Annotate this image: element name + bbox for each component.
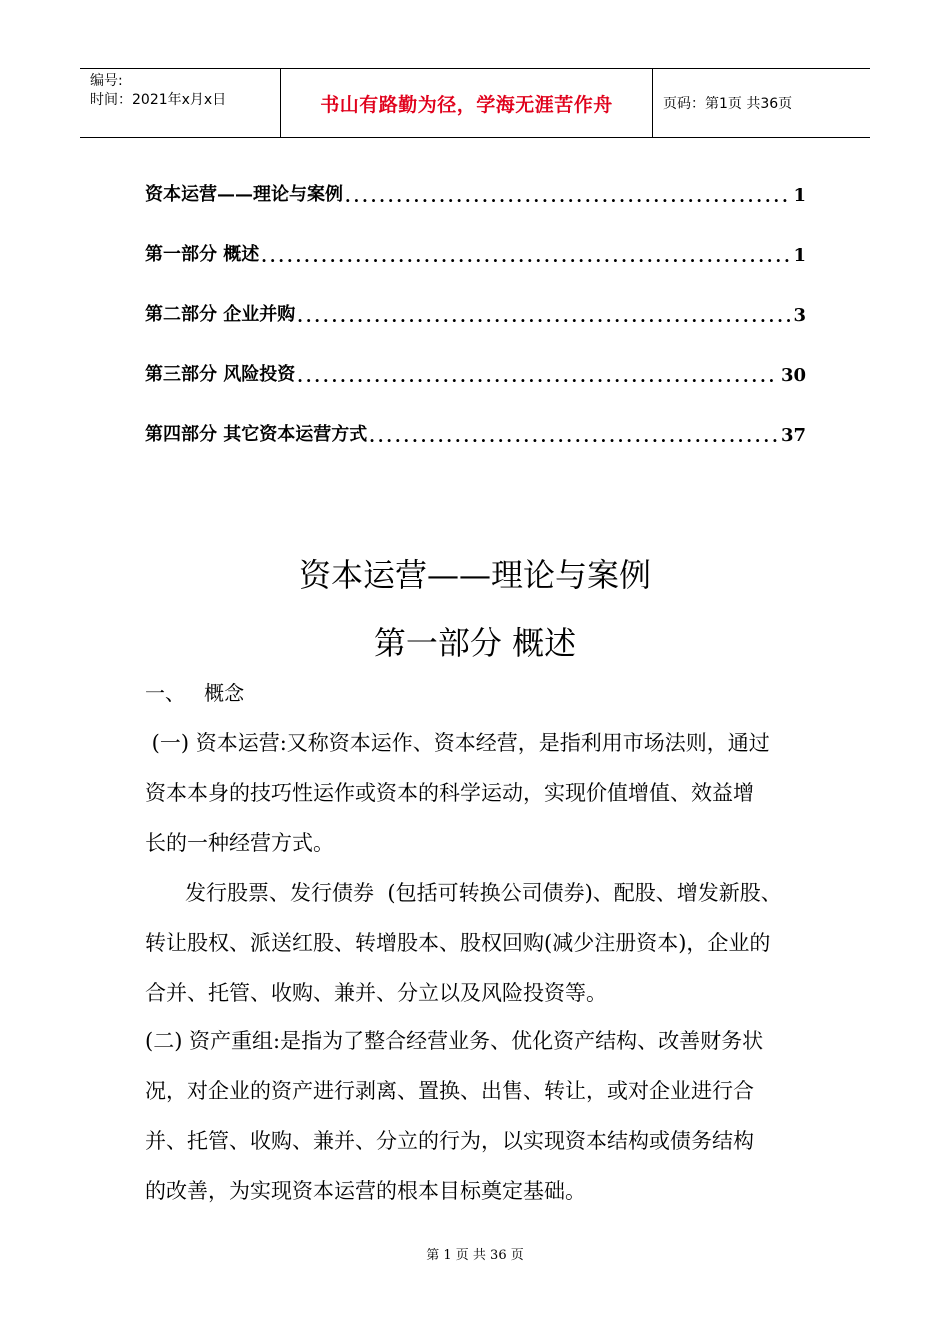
toc-entry-title: 第三部分 风险投资 bbox=[145, 364, 296, 385]
toc-entry-title: 第一部分 概述 bbox=[145, 244, 260, 265]
toc-entry[interactable] bbox=[145, 180, 806, 206]
page-header bbox=[80, 68, 870, 138]
toc-leader-dots bbox=[297, 307, 790, 326]
header-meta bbox=[80, 69, 281, 137]
paragraph-line: 发行股票、发行债券 (包括可转换公司债券)、配股、增发新股、 bbox=[145, 881, 782, 905]
paragraph-asset-restructuring bbox=[145, 1016, 815, 1216]
paragraph-line: 转让股权、派送红股、转增股本、股权回购(减少注册资本)，企业的 bbox=[145, 931, 771, 955]
toc-entry-page: 1 bbox=[793, 245, 806, 266]
header-motto-cell bbox=[281, 69, 653, 137]
paragraph-line: 资本本身的技巧性运作或资本的科学运动，实现价值增值、效益增 bbox=[145, 781, 754, 805]
section-heading-text: 一、 概念 bbox=[145, 681, 245, 705]
page-footer: 第 1 页 共 36 页 bbox=[426, 1248, 524, 1263]
toc-entry-page: 1 bbox=[793, 185, 806, 206]
toc-entry-title: 第四部分 其它资本运营方式 bbox=[145, 424, 368, 445]
time-label: 时间：2021年x月x日 bbox=[90, 92, 227, 108]
page-info: 页码：第1页 共36页 bbox=[663, 96, 793, 112]
toc-entry-page: 37 bbox=[780, 425, 806, 446]
header-page-info bbox=[653, 69, 870, 137]
part-title: 第一部分 概述 bbox=[373, 624, 577, 662]
number-label: 编号: bbox=[90, 73, 123, 89]
paragraph-line: (一) 资本运营:又称资本运作、资本经营，是指利用市场法则，通过 bbox=[145, 731, 770, 755]
toc-entry[interactable] bbox=[145, 240, 806, 266]
toc-entry-page: 30 bbox=[780, 365, 806, 386]
toc-leader-dots bbox=[369, 427, 778, 446]
toc-entry[interactable] bbox=[145, 360, 806, 386]
motto: 书山有路勤为径，学海无涯苦作舟 bbox=[320, 93, 613, 116]
section-heading bbox=[145, 668, 815, 718]
toc-entry-title: 资本运营——理论与案例 bbox=[145, 184, 343, 205]
toc-entry[interactable] bbox=[145, 420, 806, 446]
paragraph-line: (二) 资产重组:是指为了整合经营业务、优化资产结构、改善财务状 bbox=[145, 1029, 764, 1053]
paragraph-examples bbox=[145, 868, 815, 1018]
toc-entry-title: 第二部分 企业并购 bbox=[145, 304, 296, 325]
paragraph-line: 的改善，为实现资本运营的根本目标奠定基础。 bbox=[145, 1179, 586, 1203]
toc-entry[interactable] bbox=[145, 300, 806, 326]
paragraph-line: 并、托管、收购、兼并、分立的行为，以实现资本结构或债务结构 bbox=[145, 1129, 754, 1153]
paragraph-line: 合并、托管、收购、兼并、分立以及风险投资等。 bbox=[145, 981, 607, 1005]
paragraph-capital-operation bbox=[145, 718, 815, 868]
main-title: 资本运营——理论与案例 bbox=[298, 556, 651, 594]
paragraph-line: 况，对企业的资产进行剥离、置换、出售、转让，或对企业进行合 bbox=[145, 1079, 754, 1103]
toc-entry-page: 3 bbox=[793, 305, 806, 326]
paragraph-line: 长的一种经营方式。 bbox=[145, 831, 334, 855]
toc-leader-dots bbox=[297, 367, 778, 386]
toc-leader-dots bbox=[345, 187, 790, 206]
toc-leader-dots bbox=[261, 247, 790, 266]
